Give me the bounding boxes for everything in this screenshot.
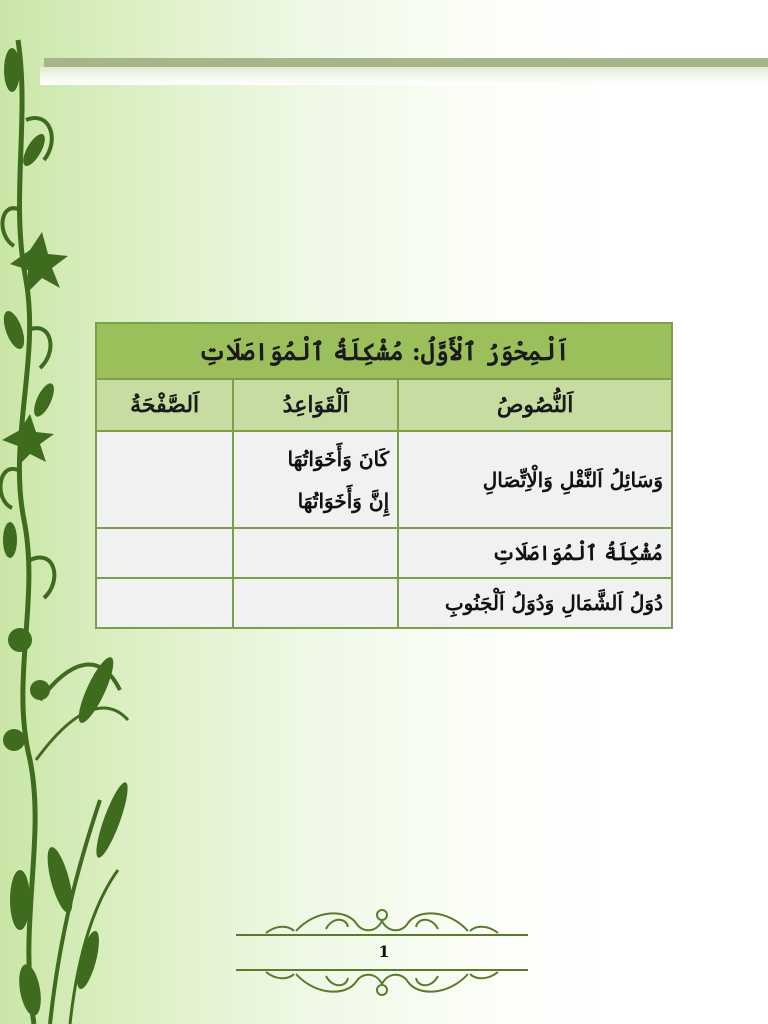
table-title-row <box>96 323 672 379</box>
cell-page <box>96 578 233 628</box>
cell-text: وَسَائِلُ اَلنَّقْلِ وَالْاِتِّصَالِ <box>398 431 672 528</box>
footer-ornament-bottom <box>236 962 528 1002</box>
top-decorative-bar <box>40 54 768 86</box>
table-row <box>96 431 672 528</box>
table-row <box>96 578 672 628</box>
footer-ornament-top <box>236 903 528 943</box>
table-header-row <box>96 379 672 431</box>
top-bar-dark-stripe <box>44 58 768 67</box>
cell-rules <box>233 431 398 528</box>
cell-page <box>96 528 233 578</box>
header-texts: اَلنُّصُوصُ <box>398 379 672 431</box>
header-page: اَلصَّفْحَةُ <box>96 379 233 431</box>
top-bar-light-stripe <box>40 67 768 85</box>
cell-rules <box>233 528 398 578</box>
rule-line: إِنَّ وَأَخَوَاتُهَا <box>297 488 390 513</box>
rule-line: كَانَ وَأَخَوَاتُهَا <box>287 446 390 471</box>
page-number: 1 <box>378 942 390 961</box>
cell-page <box>96 431 233 528</box>
header-rules: اَلْقَوَاعِدُ <box>233 379 398 431</box>
table-row <box>96 528 672 578</box>
cell-text: دُوَلُ اَلشَّمَالِ وَدُوَلُ اَلْجَنُوبِ <box>398 578 672 628</box>
curriculum-table <box>95 322 673 629</box>
cell-rules <box>233 578 398 628</box>
table-title: اَلْمِحْوَرُ ٱلْأَوَّلُ: مُشْكِلَةُ ٱلْمُوَاصَلَاتِ <box>96 323 672 379</box>
cell-text: مُشْكِلَةُ ٱلْمُوَاصَلَاتِ <box>398 528 672 578</box>
